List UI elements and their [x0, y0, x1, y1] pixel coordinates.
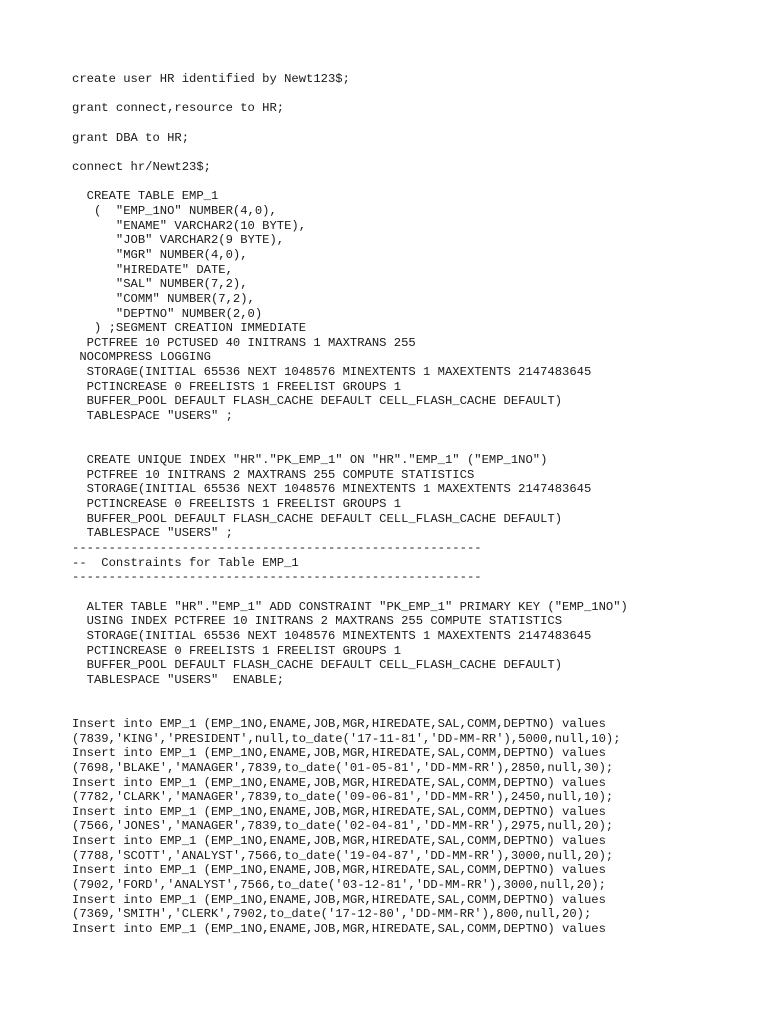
code-line: Insert into EMP_1 (EMP_1NO,ENAME,JOB,MGR,HIREDATE,SAL,COMM,DEPTNO) values: [72, 922, 606, 937]
code-line: NOCOMPRESS LOGGING: [72, 350, 211, 365]
code-line: Insert into EMP_1 (EMP_1NO,ENAME,JOB,MGR,HIREDATE,SAL,COMM,DEPTNO) values: [72, 716, 606, 731]
code-line: "SAL" NUMBER(7,2),: [72, 277, 248, 292]
code-line: PCTFREE 10 INITRANS 2 MAXTRANS 255 COMPUTE STATISTICS: [72, 467, 475, 482]
code-line: Insert into EMP_1 (EMP_1NO,ENAME,JOB,MGR,HIREDATE,SAL,COMM,DEPTNO) values: [72, 863, 606, 878]
code-line: Insert into EMP_1 (EMP_1NO,ENAME,JOB,MGR,HIREDATE,SAL,COMM,DEPTNO) values: [72, 892, 606, 907]
code-line: (7902,'FORD','ANALYST',7566,to_date('03-12-81','DD-MM-RR'),3000,null,20);: [72, 878, 606, 893]
code-line: Insert into EMP_1 (EMP_1NO,ENAME,JOB,MGR,HIREDATE,SAL,COMM,DEPTNO) values: [72, 746, 606, 761]
code-line: (7839,'KING','PRESIDENT',null,to_date('17-11-81','DD-MM-RR'),5000,null,10);: [72, 731, 621, 746]
code-line: [72, 145, 752, 160]
code-line: PCTINCREASE 0 FREELISTS 1 FREELIST GROUPS 1: [72, 497, 402, 512]
code-line: [72, 585, 752, 600]
code-line: ) ;SEGMENT CREATION IMMEDIATE: [72, 321, 307, 336]
code-line: TABLESPACE "USERS" ENABLE;: [72, 672, 285, 687]
code-line: [72, 87, 752, 102]
code-line: [72, 688, 752, 703]
code-line: [72, 702, 752, 717]
code-line: connect hr/Newt23$;: [72, 159, 211, 174]
code-line: [72, 438, 752, 453]
code-line: --------------------------------------------------------: [72, 570, 482, 585]
sql-script-text: [72, 72, 752, 937]
code-line: (7698,'BLAKE','MANAGER',7839,to_date('01-05-81','DD-MM-RR'),2850,null,30);: [72, 760, 614, 775]
code-line: PCTINCREASE 0 FREELISTS 1 FREELIST GROUPS 1: [72, 379, 402, 394]
code-line: STORAGE(INITIAL 65536 NEXT 1048576 MINEXTENTS 1 MAXEXTENTS 2147483645: [72, 365, 592, 380]
code-line: USING INDEX PCTFREE 10 INITRANS 2 MAXTRANS 255 COMPUTE STATISTICS: [72, 614, 563, 629]
code-line: "DEPTNO" NUMBER(2,0): [72, 306, 263, 321]
code-line: "ENAME" VARCHAR2(10 BYTE),: [72, 218, 307, 233]
code-line: [72, 116, 752, 131]
code-line: TABLESPACE "USERS" ;: [72, 409, 233, 424]
code-line: (7782,'CLARK','MANAGER',7839,to_date('09-06-81','DD-MM-RR'),2450,null,10);: [72, 790, 614, 805]
code-line: CREATE UNIQUE INDEX "HR"."PK_EMP_1" ON "HR"."EMP_1" ("EMP_1NO"): [72, 453, 548, 468]
code-line: "COMM" NUMBER(7,2),: [72, 291, 255, 306]
code-line: grant connect,resource to HR;: [72, 101, 285, 116]
code-line: BUFFER_POOL DEFAULT FLASH_CACHE DEFAULT CELL_FLASH_CACHE DEFAULT): [72, 511, 563, 526]
code-line: PCTFREE 10 PCTUSED 40 INITRANS 1 MAXTRANS 255: [72, 335, 416, 350]
code-line: Insert into EMP_1 (EMP_1NO,ENAME,JOB,MGR,HIREDATE,SAL,COMM,DEPTNO) values: [72, 775, 606, 790]
code-line: [72, 424, 752, 439]
code-line: "HIREDATE" DATE,: [72, 262, 233, 277]
code-line: (7566,'JONES','MANAGER',7839,to_date('02-04-81','DD-MM-RR'),2975,null,20);: [72, 819, 614, 834]
code-line: Insert into EMP_1 (EMP_1NO,ENAME,JOB,MGR,HIREDATE,SAL,COMM,DEPTNO) values: [72, 834, 606, 849]
code-line: --------------------------------------------------------: [72, 541, 482, 555]
code-line: CREATE TABLE EMP_1: [72, 189, 219, 204]
code-line: (7369,'SMITH','CLERK',7902,to_date('17-12-80','DD-MM-RR'),800,null,20);: [72, 907, 592, 922]
code-line: (7788,'SCOTT','ANALYST',7566,to_date('19-04-87','DD-MM-RR'),3000,null,20);: [72, 848, 614, 863]
code-line: STORAGE(INITIAL 65536 NEXT 1048576 MINEXTENTS 1 MAXEXTENTS 2147483645: [72, 628, 592, 643]
code-line: STORAGE(INITIAL 65536 NEXT 1048576 MINEXTENTS 1 MAXEXTENTS 2147483645: [72, 482, 592, 497]
code-line: PCTINCREASE 0 FREELISTS 1 FREELIST GROUPS 1: [72, 643, 402, 658]
code-line: ( "EMP_1NO" NUMBER(4,0),: [72, 203, 277, 218]
code-line: BUFFER_POOL DEFAULT FLASH_CACHE DEFAULT CELL_FLASH_CACHE DEFAULT): [72, 658, 563, 673]
code-line: "MGR" NUMBER(4,0),: [72, 247, 248, 262]
code-line: ALTER TABLE "HR"."EMP_1" ADD CONSTRAINT "PK_EMP_1" PRIMARY KEY ("EMP_1NO"): [72, 599, 628, 614]
code-line: create user HR identified by Newt123$;: [72, 72, 350, 86]
code-line: Insert into EMP_1 (EMP_1NO,ENAME,JOB,MGR,HIREDATE,SAL,COMM,DEPTNO) values: [72, 804, 606, 819]
code-line: BUFFER_POOL DEFAULT FLASH_CACHE DEFAULT CELL_FLASH_CACHE DEFAULT): [72, 394, 563, 409]
code-line: grant DBA to HR;: [72, 130, 190, 145]
code-line: TABLESPACE "USERS" ;: [72, 526, 233, 541]
code-line: -- Constraints for Table EMP_1: [72, 555, 299, 570]
code-line: [72, 175, 752, 190]
code-line: "JOB" VARCHAR2(9 BYTE),: [72, 233, 285, 248]
